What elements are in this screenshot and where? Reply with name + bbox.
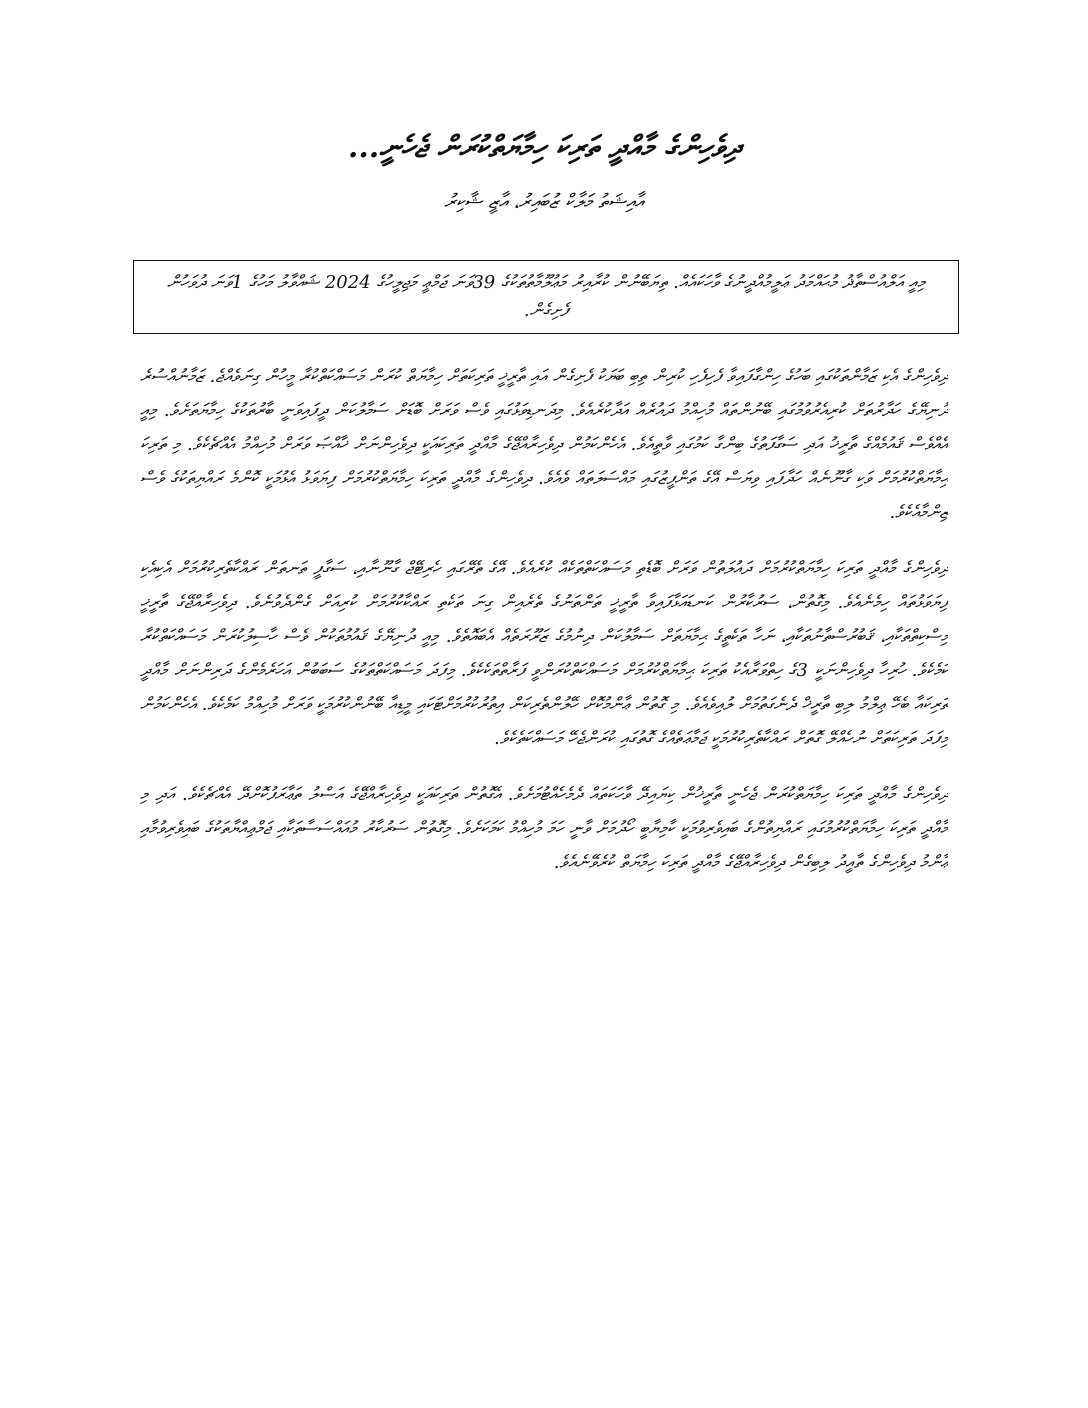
abstract-text: މިއީ އަލްއުސްތާޛު މުޙައްމަދު ޢަލީމުއްދީނުގެ ވާހަކައެއް. ތިޔަބޭނުން ކުރާއިރު މަޢުލޫމާތުތަކުގެ 39ވަނަ ޖަމްޢީ މަޖިލީހުގެ 2024 ޝައްވާލު މަހުގެ 1ވަނަ ދުވަހުން ފެށިގެން. xyxy=(166,272,926,321)
body-paragraph: ދިވެހިންގެ މާއްދީ ތަރިކަ ހިމާޔަތްކުރުމަށް ދައުލަތުން ވަރަށް ބޮޑެތި މަސައްކަތްތަކެއް ކުރެއެވެ. އޭގެ ތެރޭގައި ހެރިޓޭޖް ގާނޫނާއި، ސަގާފީ ތަނތަން ރައްކާތެރިކުރުމަށް އެކިއެކި ފިޔަވަޅުތައް ހިމެނެއެވެ. މިގޮތުން، ސަރުކާރުން ކަނޑައަޅާފައިވާ ތާރީޚީ ތަންތަނުގެ ތެރެއިން ގިނަ ތަކެތި ރައްކާކުރުމަށް ކުރިއަށް ގެންދެވުނެވެ. ދިވެހިރާއްޖޭގެ ތާރީޚީ މިސްކިތްތަކާއި، ޤަބުރުސްތާނުތަކާއި، ނަހާ ތަކެތީގެ ޙިމާޔަތަށް ސަމާލުކަން ދިނުމުގެ ޒަރޫރަތެއް އެބައޮތެވެ. މިއީ ދުނިޔޭގެ ޤައުމުތަކުން ވެސް ހާސިލުކުރަން މަސައްކަތްކުރާ ކަމެކެވެ. ހުރިހާ ދިވެހިންނަކީ 3ގެ ހިތްވަރާއެކު ތަރިކަ ޙިމާޔަތްކުރުމަށް މަސައްކަތްކުރަންވީ ފަރާތްތަކެކެވެ. މިފަދަ މަސައްކަތްތަކުގެ ސަބަބުން އަހަރެމެންގެ ދަރިންނަށް މާއްދީ ތަރިކައާ ބެހޭ ޢިލްމު ލިބި ތާރީޚް ދެނެގަތުމަށް ލުއިވެއެވެ. މި ގޮތުން ޢާންމުކޮށް ހޭލުންތެރިކަން އިތުރުކުރުމަށްޓަކައި މީޑިއާ ބޭނުންކުރުމަކީ ވަރަށް މުހިއްމު ކަމެކެވެ. އެހެންކަމުން މިފަދަ ތަރިކަތަށް ނުހެއްލޭ ގޮތަށް ރައްކާތެރިކުރުމަކީ ޖަމާޢަތެއްގެ ގޮތުގައި ކުރަންޖެހޭ މަސައްކަތެކެވެ. xyxy=(140,558,948,749)
author-byline: އާއިޝަތު މަލާކް ޒުބައިރު، އާޒީ ޝާކިރު xyxy=(444,189,644,213)
page-title: ދިވެހިންގެ މާއްދީ ތަރިކަ ހިމާޔަތްކުރަން ޖެހެނީ... xyxy=(347,130,741,165)
body-paragraph: ދިވެހިންގެ އެކި ޒަމާންތަކުގައި ބަހުގެ ހިންގާފައިވާ ފެހިފެހި ކުރިން ތިބި ބަޔަކު ފެށިގެން އައި ތާރީޚީ ތަރިކަތަށް ހިމާޔަތް ކުރަން މަސައްކަތްކުރާ މީހުން ގިނަވެއްޖެ. ޒަމާނުއްސުރެ ދުނިޔޭގެ ހަދާރުތަށް ކުރިއެރުވުމުގައި ބޭނުންތައް މުހިއްމު ދައުރެއް އަދާކުރެއެވެ. މިދަނޑިވަޅުގައި ވެސް ވަރަށް ބޮޑަށް ސަމާލުކަން ދީފައިވަނީ ބާރުތަކުގެ ހިމާޔަތަށެވެ. މިއީ އެއްވެސް ޤައުމެއްގެ ތާރީޚު އަދި ސަގާފަތުގެ ބިންގާ ކަމުގައި ވާތީއެވެ. އެހެންކަމުން ދިވެހިރާއްޖޭގެ މާއްދީ ތަރިކައަކީ ދިވެހިންނަށް ޚާއްޞަ ވަރަށް މުހިއްމު އެއްޗެކެވެ. މި ތަރިކަ ޙިމާޔަތްކުރުމަށް ވަކި ގާނޫނެއް ހަދާފައި ވިޔަސް އޭގެ ތަންފީޒުގައި މައްސަލަތައް ވެއެވެ. ދިވެހިންގެ މާއްދީ ތަރިކަ ހިމާޔަތްކުރުމަށް ފިޔަވަޅު އެޅުމަކީ ކޮންމެ ރައްޔިތަކުގެ ވެސް ޒިންމާއެކެވެ. xyxy=(140,366,948,523)
abstract-box xyxy=(133,260,959,334)
article-body xyxy=(140,360,948,1380)
body-paragraph: ދިވެހިންގެ މާއްދީ ތަރިކަ ހިމާޔަތްކުރަން ޖެހެނީ ތާރީޚުން ކިޔައިދޭ ވާހަކަތައް ދެމެހެއްޓުމަށެވެ. އެގޮތުން ތަރިކައަކީ ދިވެހިރާއްޖޭގެ އަސްލު ތަޢާރަފުކޮށްދޭ އެއްޗެކެވެ. އަދި މި މާއްދީ ތަރިކަ ހިމާޔަތްކުރުމުގައި ރައްޔިތުންގެ ބައިވެރިވުމަކީ ކާމިޔާބީ ހޯދުމަށް ވާނީ ހަމަ މުހިއްމު ކަމަކަށެވެ. މިގޮތުން ސަރުކާރު މުއައްސަސާތަކާއި ޖަމްޢިއްޔާތަކުގެ ބައިވެރިވުމާއި ޢާންމު ދިވެހިންގެ ތާއީދު ލިބިގެން ދިވެހިރާއްޖޭގެ މާއްދީ ތަރިކަ ހިމާޔަތް ކުރެވޭނެއެވެ. xyxy=(140,784,948,873)
